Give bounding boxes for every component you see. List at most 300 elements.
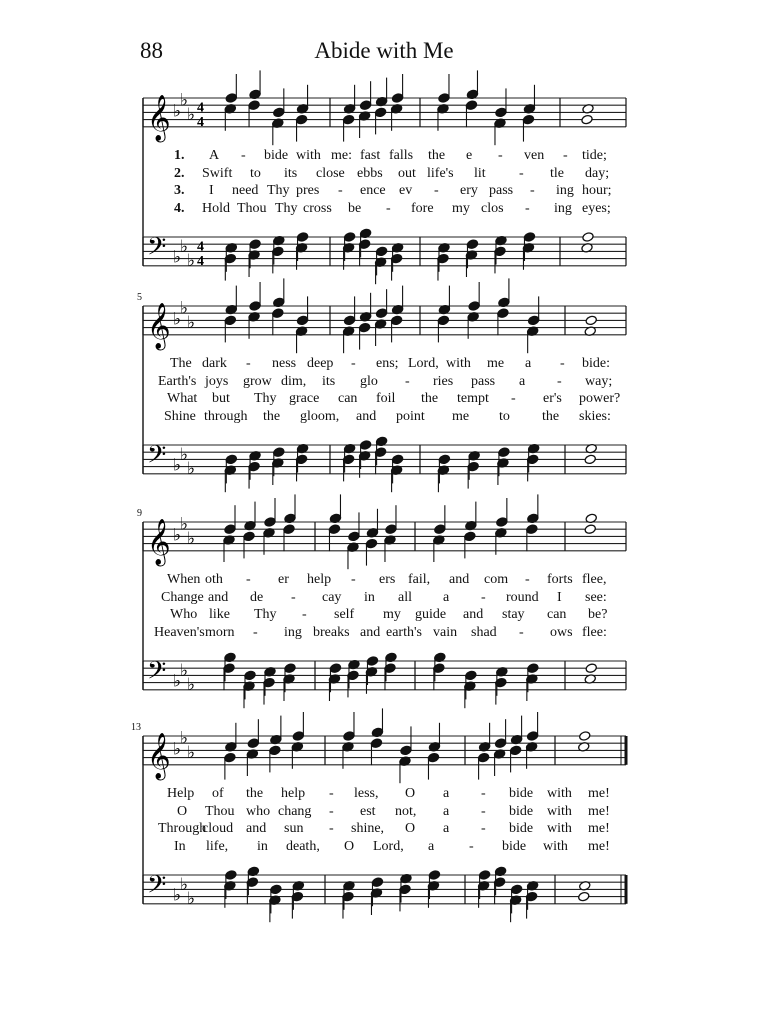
lyric-syllable: close — [316, 165, 345, 181]
note-head — [244, 670, 256, 681]
note-head — [427, 752, 439, 763]
note-head — [468, 301, 480, 312]
note-head — [247, 738, 259, 749]
note-head — [584, 524, 596, 535]
lyric-line — [0, 166, 768, 184]
lyric-syllable: the — [246, 786, 264, 801]
note-head — [366, 656, 378, 667]
note-head — [438, 93, 450, 104]
lyric-syllable: ers — [379, 572, 396, 587]
lyric-syllable: self — [334, 607, 355, 622]
lyric-syllable: - — [481, 803, 486, 819]
lyric-syllable: power? — [579, 391, 621, 406]
note-head — [249, 301, 261, 312]
lyric-syllable: hour; — [582, 183, 612, 198]
lyric-syllable: - — [291, 589, 296, 605]
music-system — [0, 722, 768, 910]
lyric-line — [0, 590, 768, 608]
lyric-syllable: its — [322, 373, 336, 389]
lyric-syllable: Thy — [254, 391, 277, 406]
lyric-syllable: cloud — [202, 821, 234, 836]
flat-icon: ♭ — [180, 728, 189, 748]
note-head — [375, 308, 387, 319]
lyric-syllable: - — [519, 165, 524, 181]
lyric-syllable: deep — [307, 356, 334, 371]
lyric-syllable: Thy — [275, 200, 298, 216]
lyric-syllable: bide — [264, 148, 289, 163]
note-head — [582, 232, 594, 243]
note-head — [434, 524, 446, 535]
note-head — [527, 663, 539, 674]
lyric-syllable: with — [547, 821, 572, 836]
note-head — [465, 670, 477, 681]
flat-icon: ♭ — [187, 529, 196, 548]
lyric-syllable: - — [469, 838, 474, 854]
lyric-syllable: - — [302, 607, 307, 622]
lyric-syllable: pres — [296, 183, 320, 198]
lyric-syllable: me — [452, 408, 470, 424]
lyric-syllable: sun — [284, 821, 304, 836]
lyric-line — [0, 625, 768, 643]
flat-icon: ♭ — [173, 885, 182, 905]
lyric-syllable: vain — [433, 624, 458, 640]
lyric-syllable: ing — [556, 183, 574, 198]
lyric-syllable: - — [481, 786, 486, 801]
lyric-syllable: O — [405, 821, 416, 836]
note-head — [437, 315, 449, 326]
measure-number: 5 — [137, 292, 142, 303]
note-head — [224, 752, 236, 763]
note-head — [496, 517, 508, 528]
lyric-syllable: bide: — [582, 356, 610, 371]
treble-clef-icon: 𝄞 — [147, 94, 171, 141]
note-head — [284, 663, 296, 674]
flat-icon: ♭ — [187, 313, 196, 332]
lyric-syllable: not, — [395, 803, 417, 819]
lyric-syllable: - — [481, 589, 486, 605]
note-head — [494, 738, 506, 749]
note-head — [523, 232, 535, 243]
note-head — [385, 524, 397, 535]
flat-icon: ♭ — [180, 514, 189, 534]
lyric-syllable: Heaven's — [154, 624, 205, 640]
lyric-syllable: - — [498, 148, 503, 163]
bass-clef-icon: 𝄢 — [147, 440, 167, 476]
note-head — [498, 447, 510, 458]
lyric-line — [0, 201, 768, 219]
note-head — [365, 538, 377, 549]
lyric-syllable: me! — [588, 821, 610, 836]
lyric-syllable: ebbs — [357, 165, 383, 181]
lyric-line — [0, 356, 768, 374]
lyric-syllable: all — [398, 589, 412, 605]
flat-icon: ♭ — [180, 660, 189, 680]
lyric-syllable: de — [250, 589, 264, 605]
lyric-syllable: - — [246, 572, 251, 587]
lyric-syllable: and — [463, 607, 484, 622]
note-head — [248, 100, 260, 111]
lyric-syllable: A — [209, 148, 220, 163]
lyric-syllable: see: — [585, 589, 607, 605]
lyric-syllable: When — [167, 572, 201, 587]
lyric-syllable: a — [443, 786, 450, 801]
lyric-syllable: and — [208, 589, 229, 605]
flat-icon: ♭ — [173, 671, 182, 691]
music-system — [0, 292, 768, 480]
lyric-syllable: me: — [331, 148, 352, 163]
note-head — [526, 731, 538, 742]
lyric-syllable: Lord, — [373, 838, 404, 854]
lyric-line — [0, 821, 768, 839]
lyric-syllable: What — [167, 391, 198, 406]
lyric-syllable: ens; — [376, 356, 399, 371]
lyric-line — [0, 409, 768, 427]
lyric-syllable: Lord, — [408, 356, 439, 371]
note-head — [243, 531, 255, 542]
lyric-syllable: ven — [524, 148, 545, 163]
lyric-syllable: through — [204, 408, 248, 424]
verse-number: 4. — [174, 200, 185, 216]
lyric-syllable: Thy — [267, 183, 290, 198]
verse-number: 1. — [174, 148, 185, 163]
note-head — [328, 524, 340, 535]
lyric-syllable: The — [170, 356, 192, 371]
note-head — [264, 517, 276, 528]
lyric-syllable: bide — [502, 838, 527, 854]
lyric-syllable: fail, — [408, 572, 431, 587]
note-head — [273, 447, 285, 458]
lyric-syllable: O — [177, 803, 188, 819]
lyric-syllable: my — [383, 607, 401, 622]
lyric-syllable: Thou — [205, 803, 235, 819]
lyric-syllable: bide — [509, 786, 534, 801]
lyric-syllable: need — [232, 183, 259, 198]
note-head — [343, 731, 355, 742]
lyric-syllable: com — [484, 572, 509, 587]
note-head — [428, 870, 440, 881]
time-signature-top: 4 — [197, 239, 204, 255]
note-head — [465, 100, 477, 111]
lyric-syllable: Who — [170, 607, 198, 622]
note-head — [527, 315, 539, 326]
lyric-syllable: Thy — [254, 607, 277, 622]
lyric-syllable: in — [257, 838, 268, 854]
lyric-syllable: - — [246, 356, 251, 371]
lyric-syllable: ing — [284, 624, 302, 640]
lyric-syllable: of — [212, 786, 224, 801]
lyric-syllable: - — [329, 821, 334, 836]
lyric-syllable: foil — [376, 391, 396, 406]
lyric-line — [0, 374, 768, 392]
lyric-syllable: - — [329, 786, 334, 801]
note-head — [390, 315, 402, 326]
lyric-syllable: shine, — [351, 821, 385, 836]
note-head — [584, 454, 596, 465]
note-head — [581, 114, 593, 125]
measure-number: 9 — [137, 508, 142, 519]
note-head — [295, 114, 307, 125]
treble-clef-icon: 𝄞 — [147, 732, 171, 779]
lyric-syllable: tide; — [582, 148, 607, 163]
lyric-syllable: - — [530, 183, 535, 198]
lyric-syllable: - — [560, 356, 565, 371]
note-head — [224, 315, 236, 326]
note-head — [358, 322, 370, 333]
lyric-syllable: grace — [289, 391, 320, 406]
lyric-syllable: joys — [205, 373, 229, 389]
flat-icon: ♭ — [180, 874, 189, 894]
lyric-syllable: - — [434, 183, 439, 198]
lyric-syllable: earth's — [386, 624, 422, 640]
lyric-syllable: a — [519, 373, 526, 389]
note-head — [578, 891, 590, 902]
lyric-syllable: - — [511, 391, 516, 406]
flat-icon: ♭ — [187, 889, 196, 909]
lyric-syllable: and — [246, 821, 267, 836]
flat-icon: ♭ — [180, 298, 189, 318]
lyric-syllable: Shine — [164, 408, 196, 424]
lyric-syllable: In — [174, 838, 186, 854]
lyric-syllable: - — [481, 821, 486, 836]
lyric-syllable: cay — [322, 589, 342, 605]
lyric-syllable: me! — [588, 838, 610, 854]
flat-icon: ♭ — [173, 309, 182, 329]
note-head — [296, 315, 308, 326]
note-head — [249, 239, 261, 250]
lyric-syllable: eyes; — [582, 200, 611, 216]
lyric-syllable: Help — [167, 786, 195, 801]
lyric-syllable: Change — [161, 589, 204, 605]
note-head — [495, 107, 507, 118]
lyric-line — [0, 572, 768, 590]
note-head — [224, 524, 236, 535]
lyric-syllable: a — [525, 356, 532, 371]
lyric-line — [0, 839, 768, 857]
lyric-line — [0, 786, 768, 804]
lyric-syllable: my — [452, 200, 470, 216]
note-head — [225, 454, 237, 465]
lyric-syllable: ries — [433, 373, 454, 389]
lyric-syllable: flee, — [582, 572, 607, 587]
flat-icon: ♭ — [187, 743, 196, 762]
lyric-syllable: its — [284, 165, 298, 181]
lyric-syllable: help — [281, 786, 306, 801]
lyric-syllable: with — [296, 148, 321, 163]
lyric-syllable: dim, — [281, 373, 307, 389]
note-head — [464, 531, 476, 542]
lyric-syllable: me — [487, 356, 505, 371]
lyric-line — [0, 804, 768, 822]
lyric-syllable: chang — [278, 803, 312, 819]
note-head — [391, 93, 403, 104]
lyric-syllable: a — [443, 821, 450, 836]
lyric-syllable: the — [421, 391, 439, 406]
time-signature-bottom: 4 — [197, 253, 204, 269]
lyric-syllable: and — [356, 408, 377, 424]
lyric-syllable: the — [428, 148, 446, 163]
note-head — [270, 884, 282, 895]
lyric-syllable: a — [428, 838, 435, 854]
lyric-syllable: - — [338, 183, 343, 198]
lyric-syllable: me! — [588, 786, 610, 801]
lyric-syllable: way; — [585, 373, 613, 389]
note-head — [579, 731, 591, 742]
lyric-syllable: ence — [360, 183, 386, 198]
note-head — [466, 239, 478, 250]
note-head — [585, 315, 597, 326]
lyric-syllable: a — [443, 589, 450, 605]
lyric-syllable: to — [250, 165, 261, 181]
note-head — [371, 877, 383, 888]
lyric-syllable: can — [338, 391, 358, 406]
lyric-syllable: be — [348, 200, 362, 216]
flat-icon: ♭ — [187, 675, 196, 695]
lyric-syllable: grow — [243, 373, 272, 389]
lyric-syllable: who — [246, 803, 271, 819]
time-signature-top: 4 — [197, 100, 204, 116]
lyric-syllable: I — [209, 183, 214, 198]
note-head — [343, 315, 355, 326]
lyric-syllable: cross — [303, 200, 332, 216]
lyric-syllable: pass — [471, 373, 496, 389]
lyric-syllable: - — [525, 200, 530, 216]
lyric-syllable: - — [405, 373, 410, 389]
flat-icon: ♭ — [180, 90, 189, 110]
lyric-syllable: Thou — [237, 200, 267, 216]
lyric-syllable: - — [329, 803, 334, 819]
lyric-syllable: O — [405, 786, 416, 801]
lyric-syllable: to — [499, 408, 510, 424]
hymn-title: Abide with Me — [314, 38, 454, 63]
lyric-syllable: Through — [158, 821, 207, 836]
lyric-syllable: pass — [489, 183, 514, 198]
lyric-syllable: be? — [588, 607, 608, 622]
lyric-line — [0, 183, 768, 201]
lyric-syllable: ery — [460, 183, 478, 198]
note-head — [225, 870, 237, 881]
flat-icon: ♭ — [187, 105, 196, 124]
lyric-syllable: Earth's — [158, 373, 197, 389]
lyric-syllable: I — [557, 589, 562, 605]
note-head — [375, 246, 387, 257]
note-head — [225, 93, 237, 104]
flat-icon: ♭ — [173, 455, 182, 475]
lyric-syllable: - — [519, 624, 524, 640]
lyric-syllable: day; — [585, 165, 610, 181]
lyric-syllable: bide — [509, 821, 534, 836]
lyric-syllable: forts — [547, 572, 573, 587]
lyric-line — [0, 607, 768, 625]
flat-icon: ♭ — [180, 236, 189, 256]
note-head — [296, 232, 308, 243]
lyric-syllable: clos — [481, 200, 504, 216]
note-head — [370, 738, 382, 749]
lyric-syllable: - — [525, 572, 530, 587]
lyric-syllable: morn — [205, 624, 235, 640]
lyric-syllable: with — [446, 356, 471, 371]
flat-icon: ♭ — [173, 247, 182, 267]
lyric-syllable: flee: — [582, 624, 607, 640]
flat-icon: ♭ — [187, 459, 196, 479]
note-head — [273, 107, 285, 118]
lyric-line — [0, 148, 768, 166]
lyric-syllable: er's — [543, 391, 562, 406]
verse-number: 2. — [174, 165, 185, 181]
note-head — [359, 100, 371, 111]
note-head — [269, 745, 281, 756]
note-head — [359, 440, 371, 451]
note-head — [497, 308, 509, 319]
time-signature-bottom: 4 — [197, 114, 204, 130]
lyric-syllable: ev — [399, 183, 413, 198]
flat-icon: ♭ — [187, 251, 196, 271]
lyric-syllable: life's — [427, 165, 454, 181]
lyric-syllable: tle — [550, 165, 564, 181]
lyric-syllable: fore — [411, 200, 434, 216]
lyric-syllable: - — [351, 572, 356, 587]
lyric-syllable: er — [278, 572, 289, 587]
note-head — [585, 663, 597, 674]
note-head — [510, 884, 522, 895]
note-head — [400, 745, 412, 756]
lyric-syllable: ows — [550, 624, 573, 640]
measure-number: 13 — [131, 722, 141, 733]
lyric-syllable: less, — [354, 786, 379, 801]
lyric-syllable: - — [386, 200, 391, 216]
lyric-syllable: out — [398, 165, 416, 181]
lyric-syllable: fast — [360, 148, 381, 163]
music-system — [0, 508, 768, 696]
flat-icon: ♭ — [173, 739, 182, 759]
lyric-syllable: but — [212, 391, 230, 406]
lyric-syllable: shad — [471, 624, 497, 640]
lyric-syllable: bide — [509, 803, 534, 819]
note-head — [283, 524, 295, 535]
lyric-syllable: a — [443, 803, 450, 819]
treble-clef-icon: 𝄞 — [147, 518, 171, 565]
lyric-syllable: life, — [206, 838, 229, 854]
note-head — [526, 524, 538, 535]
lyric-syllable: stay — [502, 607, 525, 622]
lyric-syllable: gloom, — [300, 408, 340, 424]
lyric-syllable: lit — [474, 165, 486, 181]
lyric-syllable: dark — [202, 356, 227, 371]
lyric-syllable: - — [351, 356, 356, 371]
lyric-syllable: - — [563, 148, 568, 163]
lyric-syllable: - — [557, 373, 562, 389]
lyric-syllable: - — [253, 624, 258, 640]
lyric-syllable: help — [307, 572, 332, 587]
lyric-syllable: tempt — [457, 391, 489, 406]
lyric-syllable: ing — [554, 200, 572, 216]
note-head — [292, 731, 304, 742]
lyric-syllable: O — [344, 838, 355, 854]
page-number: 88 — [140, 38, 163, 63]
lyric-syllable: skies: — [579, 408, 611, 424]
note-head — [391, 454, 403, 465]
treble-clef-icon: 𝄞 — [147, 302, 171, 349]
lyric-syllable: death, — [286, 838, 320, 854]
lyric-syllable: glo — [360, 373, 378, 389]
lyric-syllable: with — [547, 803, 572, 819]
note-head — [272, 308, 284, 319]
lyric-syllable: e — [466, 148, 473, 163]
bass-clef-icon: 𝄢 — [147, 232, 167, 268]
lyric-syllable: est — [360, 803, 376, 819]
lyric-syllable: the — [542, 408, 560, 424]
lyric-syllable: Hold — [202, 200, 230, 216]
lyric-line — [0, 391, 768, 409]
